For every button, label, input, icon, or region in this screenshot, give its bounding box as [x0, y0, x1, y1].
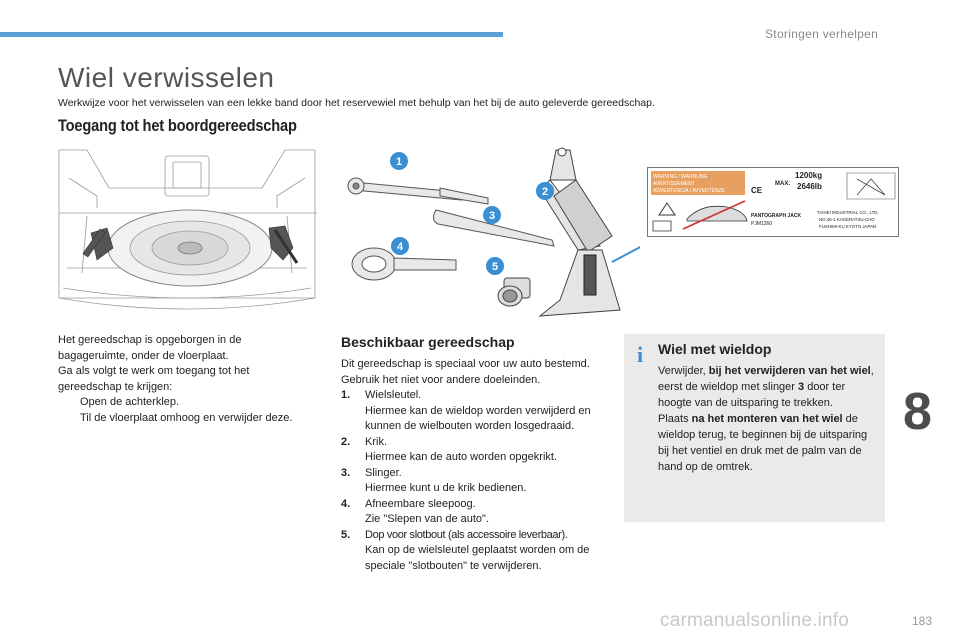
manual-icon: [653, 221, 671, 231]
item-number: 5.: [341, 528, 351, 541]
access-step: [58, 411, 308, 427]
section-title: Storingen verhelpen: [765, 27, 879, 41]
tools-intro: Dit gereedschap is speciaal voor uw auto bestemd. Gebruik het niet voor andere doeleinden.: [341, 358, 590, 386]
access-line-2: Ga als volgt te werk om toegang tot het gereedschap te krijgen:: [58, 365, 250, 393]
label-ce: CE: [751, 186, 763, 195]
subheading: Toegang tot het boordgereedschap: [58, 116, 297, 135]
item-desc: Zie "Slepen van de auto".: [365, 513, 490, 525]
access-step: [58, 395, 308, 411]
info-box: [624, 334, 885, 522]
item-number: 1.: [341, 389, 351, 401]
lock-nut-socket: [498, 278, 530, 306]
info-icon: i: [637, 342, 644, 367]
callout-3: 3: [488, 210, 496, 222]
jack-label-illustration: [647, 167, 899, 237]
label-maker-1: TAIHEI INDUSTRIAL CO., LTD.: [817, 210, 879, 215]
info-text-bold: na het monteren van het wiel: [691, 413, 843, 425]
top-accent-bar: [0, 32, 503, 37]
callout-2: 2: [541, 186, 549, 198]
chapter-number: 8: [903, 383, 932, 441]
label-capacity-lb: 2646lb: [797, 182, 822, 191]
item-name: Wielsleutel.: [365, 389, 422, 401]
list-item: [341, 388, 611, 435]
item-desc: Hiermee kan de wieldop worden verwijderd en kunnen de wielbouten worden losgedraaid.: [365, 404, 591, 432]
item-name: Dop voor slotbout (als accessoire leverbaar).: [365, 528, 568, 541]
access-instructions: [58, 333, 308, 426]
scissor-jack: [540, 148, 620, 316]
item-number: 3.: [341, 466, 351, 479]
tool-callouts: [390, 152, 554, 275]
label-maker-2: NO.46-1 KAGERATSU-CHO: [819, 217, 875, 222]
list-item: [341, 466, 611, 497]
callout-4: 4: [396, 241, 404, 253]
intro-text: Werkwijze voor het verwisselen van een lekke band door het reservewiel met behulp van het bij de auto geleverde gereedschap.: [58, 97, 655, 109]
page-number: 183: [912, 614, 933, 628]
info-text-part: Verwijder,: [658, 365, 709, 377]
label-warning-1: WARNING / WARNUNG: [653, 174, 708, 180]
label-warning-3: ADVERTENCIA / AVVERTENZE: [653, 188, 725, 194]
item-number: 4.: [341, 497, 351, 510]
info-title: Wiel met wieldop: [658, 341, 772, 357]
list-item: [341, 497, 611, 528]
label-pointer-line: [612, 244, 640, 262]
label-product: PANTOGRAPH JACK: [751, 213, 802, 219]
label-capacity-kg: 1200kg: [795, 171, 823, 180]
item-desc: Hiermee kunt u de krik bedienen.: [365, 482, 527, 494]
tools-list: [341, 357, 611, 574]
label-code: PJM1260: [751, 221, 773, 227]
list-item: [341, 528, 611, 575]
watermark: carmanualsonline.info: [660, 610, 850, 631]
access-line-1: Het gereedschap is opgeborgen in de bagageruimte, onder de vloerplaat.: [58, 334, 242, 362]
trunk-illustration: [57, 148, 317, 318]
label-max: MAX.: [775, 181, 790, 187]
info-text-part: , eerst de wieldop met slinger: [658, 365, 874, 393]
access-step-text: Open de achterklep.: [80, 396, 180, 408]
info-text-part: door ter hoogte van de uitsparing te trekken.: [658, 381, 846, 409]
spare-wheel-group: [108, 210, 272, 286]
item-name: Krik.: [365, 435, 387, 448]
page-title: Wiel verwisselen: [58, 62, 275, 93]
callout-5: 5: [491, 261, 499, 273]
tools-heading: Beschikbaar gereedschap: [341, 334, 515, 350]
info-text-part: Plaats: [658, 413, 692, 425]
item-desc: Hiermee kan de auto worden opgekrikt.: [365, 451, 557, 463]
item-name: Afneembare sleepoog.: [365, 497, 476, 510]
list-item: [341, 435, 611, 466]
label-warning-2: AVERTISSEMENT: [653, 181, 695, 187]
tools-illustration: [340, 140, 640, 320]
info-text-bold: 3: [798, 381, 805, 393]
info-text: [658, 363, 878, 475]
item-number: 2.: [341, 435, 351, 448]
item-name: Slinger.: [365, 466, 402, 479]
info-text-bold: bij het verwijderen van het wiel: [708, 365, 871, 377]
access-step-text: Til de vloerplaat omhoog en verwijder deze.: [80, 411, 293, 424]
item-desc: Kan op de wielsleutel geplaatst worden om de speciale "slotbouten" te verwijderen.: [365, 544, 590, 572]
jack-pictogram-icon: [847, 173, 895, 199]
callout-1: 1: [395, 156, 403, 168]
label-maker-3: FUSHIMI-KU KYOTO JAPAN: [819, 224, 877, 229]
info-text-part: de wieldop terug, te beginnen bij de uitsparing bij het ventiel en druk met de palm van de hand op de omtrek.: [658, 413, 868, 473]
wheel-wrench: [348, 178, 488, 204]
